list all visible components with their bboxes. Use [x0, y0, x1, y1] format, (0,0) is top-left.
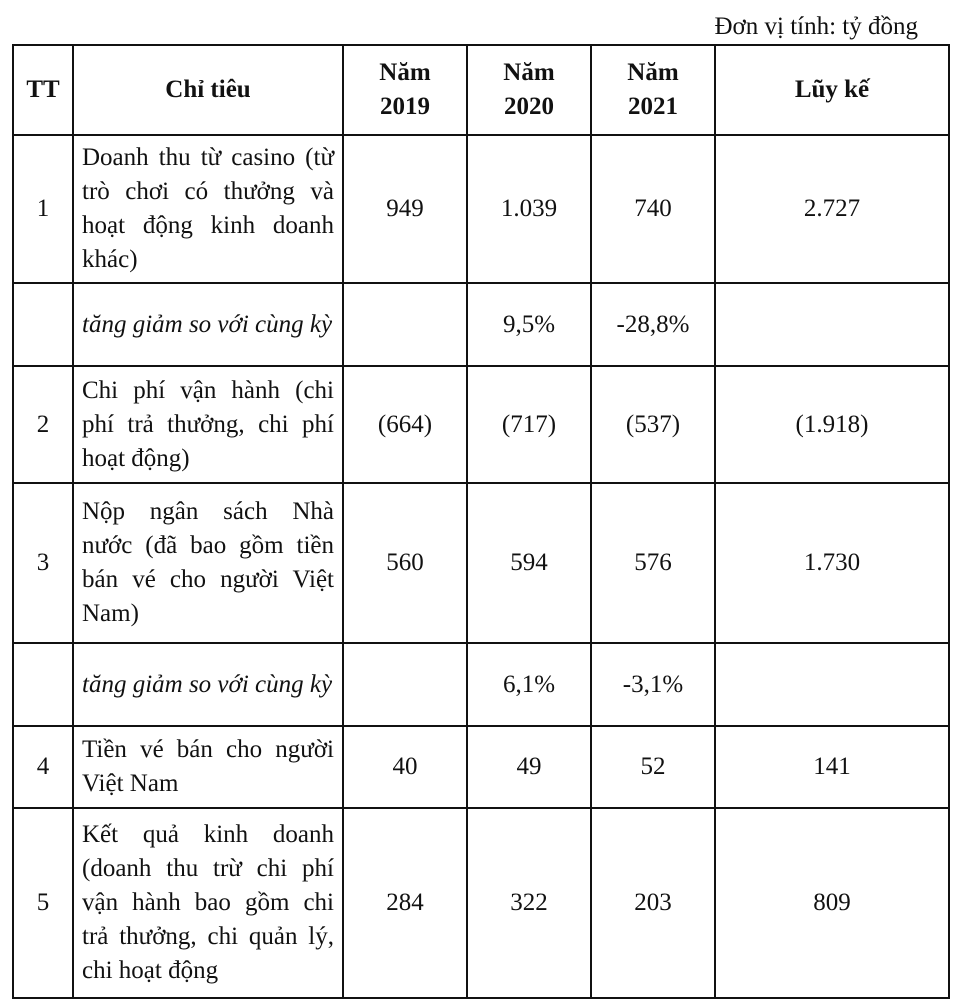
- table-row: [13, 483, 949, 643]
- cell-cumulative: 141: [715, 726, 949, 808]
- cell-tt: [13, 643, 73, 726]
- cell-indicator: Chi phí vận hành (chi phí trả thưởng, chi phí hoạt động): [73, 366, 343, 483]
- header-tt: TT: [13, 45, 73, 135]
- cell-cumulative: 1.730: [715, 483, 949, 643]
- cell-2019: 949: [343, 135, 467, 283]
- cell-tt: 5: [13, 808, 73, 998]
- unit-note: Đơn vị tính: tỷ đồng: [714, 13, 918, 40]
- cell-tt: 1: [13, 135, 73, 283]
- header-year-2021-label: Năm 2021: [627, 59, 679, 120]
- cell-2019: [343, 643, 467, 726]
- table-row: [13, 283, 949, 366]
- cell-2021: 576: [591, 483, 715, 643]
- cell-2020: 9,5%: [467, 283, 591, 366]
- cell-tt: [13, 283, 73, 366]
- financial-table: [12, 44, 950, 999]
- cell-2019: (664): [343, 366, 467, 483]
- table-row: [13, 366, 949, 483]
- cell-cumulative: 2.727: [715, 135, 949, 283]
- cell-2021: -3,1%: [591, 643, 715, 726]
- cell-2020: 1.039: [467, 135, 591, 283]
- cell-2020: 594: [467, 483, 591, 643]
- cell-2020: 322: [467, 808, 591, 998]
- header-year-2019-label: Năm 2019: [379, 59, 431, 120]
- cell-indicator: Nộp ngân sách Nhà nước (đã bao gồm tiền bán vé cho người Việt Nam): [73, 483, 343, 643]
- cell-2019: 284: [343, 808, 467, 998]
- table-row: [13, 643, 949, 726]
- cell-2021: 740: [591, 135, 715, 283]
- table-row: [13, 726, 949, 808]
- header-indicator: Chỉ tiêu: [73, 45, 343, 135]
- cell-indicator: Doanh thu từ casino (từ trò chơi có thưởng và hoạt động kinh doanh khác): [73, 135, 343, 283]
- cell-2021: 52: [591, 726, 715, 808]
- cell-indicator: Tiền vé bán cho người Việt Nam: [73, 726, 343, 808]
- header-year-2021: [591, 45, 715, 135]
- cell-tt: 3: [13, 483, 73, 643]
- cell-tt: 2: [13, 366, 73, 483]
- header-row: [13, 45, 949, 135]
- cell-tt: 4: [13, 726, 73, 808]
- cell-2019: 40: [343, 726, 467, 808]
- table-row: [13, 808, 949, 998]
- cell-2019: 560: [343, 483, 467, 643]
- header-year-2019: [343, 45, 467, 135]
- cell-cumulative: [715, 643, 949, 726]
- header-year-2020: [467, 45, 591, 135]
- cell-2021: 203: [591, 808, 715, 998]
- cell-indicator: tăng giảm so với cùng kỳ: [73, 643, 343, 726]
- header-year-2020-label: Năm 2020: [503, 59, 555, 120]
- header-cumulative: Lũy kế: [715, 45, 949, 135]
- cell-2020: 6,1%: [467, 643, 591, 726]
- cell-2021: (537): [591, 366, 715, 483]
- cell-2021: -28,8%: [591, 283, 715, 366]
- table-row: [13, 135, 949, 283]
- cell-2019: [343, 283, 467, 366]
- cell-indicator: Kết quả kinh doanh (doanh thu trừ chi phí vận hành bao gồm chi trả thưởng, chi quản lý, chi hoạt động: [73, 808, 343, 998]
- cell-2020: 49: [467, 726, 591, 808]
- cell-cumulative: [715, 283, 949, 366]
- cell-cumulative: (1.918): [715, 366, 949, 483]
- cell-cumulative: 809: [715, 808, 949, 998]
- cell-2020: (717): [467, 366, 591, 483]
- cell-indicator: tăng giảm so với cùng kỳ: [73, 283, 343, 366]
